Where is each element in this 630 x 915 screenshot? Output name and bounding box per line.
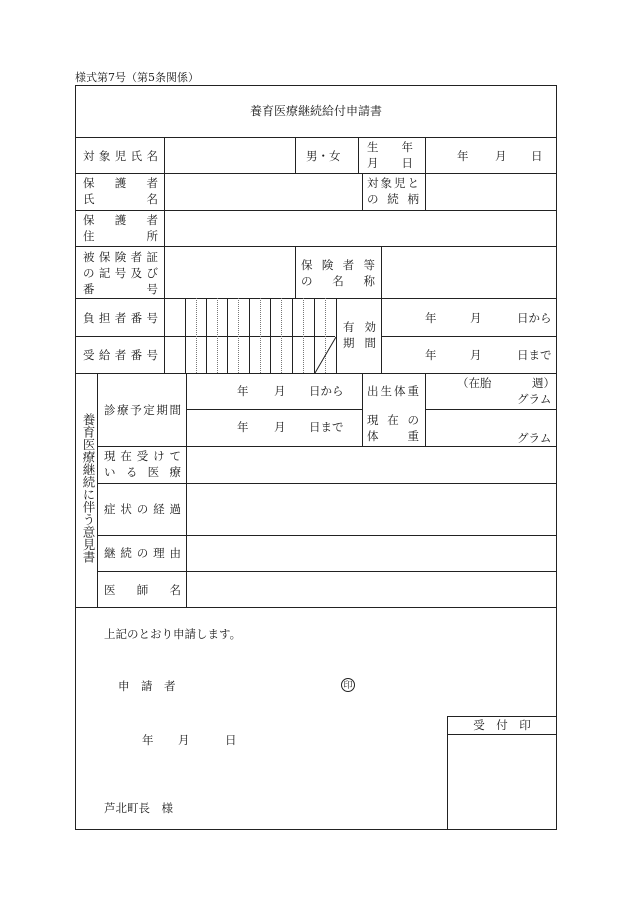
guardian-address-field[interactable] <box>165 211 556 245</box>
insured-label-3: 番号 <box>83 282 158 296</box>
payer-number-label: 負担者番号 <box>83 311 158 325</box>
birth-month-unit: 月 <box>495 149 507 163</box>
relation-field[interactable] <box>426 174 556 209</box>
symptoms-label: 症状の経過 <box>104 502 181 516</box>
payer-number-digits[interactable] <box>165 299 336 335</box>
current-care-label-bottom: いる医療 <box>104 465 181 479</box>
rule <box>75 137 557 138</box>
valid-to-year: 年 <box>425 348 437 362</box>
application-statement: 上記のとおり申請します。 <box>104 627 242 641</box>
rule <box>362 173 363 210</box>
rule <box>447 716 557 717</box>
insured-label-1: 被保険者証 <box>83 250 158 264</box>
symptoms-field[interactable] <box>187 484 556 534</box>
current-weight-label-top: 現在の <box>367 413 419 427</box>
rule <box>425 409 557 410</box>
treatment-period-label: 診療予定期間 <box>104 403 181 417</box>
insurer-label-bottom: の名称 <box>301 274 375 288</box>
rule <box>186 409 362 410</box>
period-to-month: 月 <box>274 420 286 434</box>
valid-to-suffix: 日まで <box>517 348 552 362</box>
valid-to-month: 月 <box>470 348 482 362</box>
recipient-number-digits[interactable] <box>165 337 336 372</box>
form-number: 様式第7号（第5条関係） <box>75 71 199 84</box>
period-from-year: 年 <box>237 384 249 398</box>
birth-label-bottom: 月 日 <box>367 156 413 170</box>
validity-label-top: 有効 <box>343 320 376 334</box>
recipient-number-label: 受給者番号 <box>83 348 158 362</box>
insurer-label-top: 保険者等 <box>301 258 375 272</box>
insurer-name-field[interactable] <box>382 247 556 297</box>
receipt-stamp-label: 受 付 印 <box>473 718 531 732</box>
guardian-name-label-bottom: 氏名 <box>83 192 158 206</box>
rule <box>295 246 296 298</box>
receipt-stamp-area <box>448 735 556 829</box>
valid-from-year: 年 <box>425 311 437 325</box>
valid-from-suffix: 日から <box>517 311 552 325</box>
form-title: 養育医療継続給付申請書 <box>249 104 382 118</box>
gestation-weeks: 週） <box>532 376 555 390</box>
guardian-address-label-bottom: 住所 <box>83 229 158 243</box>
birth-weight-unit: グラム <box>517 392 552 406</box>
insured-number-field[interactable] <box>165 247 294 297</box>
gestation-open: （在胎 <box>457 376 492 390</box>
guardian-name-field[interactable] <box>165 174 361 209</box>
birth-weight-label: 出生体重 <box>367 384 419 398</box>
validity-label-bottom: 期間 <box>343 336 376 350</box>
application-month-unit: 月 <box>178 733 190 747</box>
application-year-unit: 年 <box>142 733 154 747</box>
seal-mark: 印 <box>341 678 355 692</box>
period-to-suffix: 日まで <box>309 420 344 434</box>
rule <box>75 607 557 608</box>
current-weight-unit: グラム <box>517 431 552 445</box>
birth-label-top: 生 年 <box>367 140 413 154</box>
reason-field[interactable] <box>187 536 556 570</box>
insured-label-2: の記号及び <box>83 266 158 280</box>
doctor-name-field[interactable] <box>187 572 556 606</box>
applicant-field[interactable] <box>190 674 335 696</box>
rule <box>381 336 557 337</box>
reason-label: 継続の理由 <box>104 546 181 560</box>
rule <box>97 373 98 607</box>
period-to-year: 年 <box>237 420 249 434</box>
applicant-label: 申 請 者 <box>118 679 176 693</box>
application-day-unit: 日 <box>225 733 237 747</box>
current-care-field[interactable] <box>187 447 556 482</box>
period-from-month: 月 <box>274 384 286 398</box>
birth-year-unit: 年 <box>457 149 469 163</box>
rule <box>295 137 296 173</box>
current-weight-label-bottom: 体重 <box>367 429 419 443</box>
relation-label-bottom: の続柄 <box>367 192 419 206</box>
opinion-section-label: 養育医療継続に伴う意見書 <box>81 413 96 563</box>
period-from-suffix: 日から <box>309 384 344 398</box>
doctor-name-label: 医師名 <box>104 583 181 597</box>
current-care-label-top: 現在受けて <box>104 449 181 463</box>
guardian-address-label-top: 保護者 <box>83 213 158 227</box>
birth-day-unit: 日 <box>531 149 543 163</box>
valid-from-month: 月 <box>470 311 482 325</box>
rule <box>425 373 426 446</box>
guardian-name-label-top: 保護者 <box>83 176 158 190</box>
addressee: 芦北町長 様 <box>104 801 173 815</box>
relation-label-top: 対象児と <box>367 176 419 190</box>
child-name-label: 対象児氏名 <box>83 149 158 163</box>
sex-option[interactable]: 男・女 <box>306 149 341 163</box>
rule <box>362 373 363 446</box>
child-name-field[interactable] <box>165 138 294 173</box>
rule <box>358 137 359 173</box>
